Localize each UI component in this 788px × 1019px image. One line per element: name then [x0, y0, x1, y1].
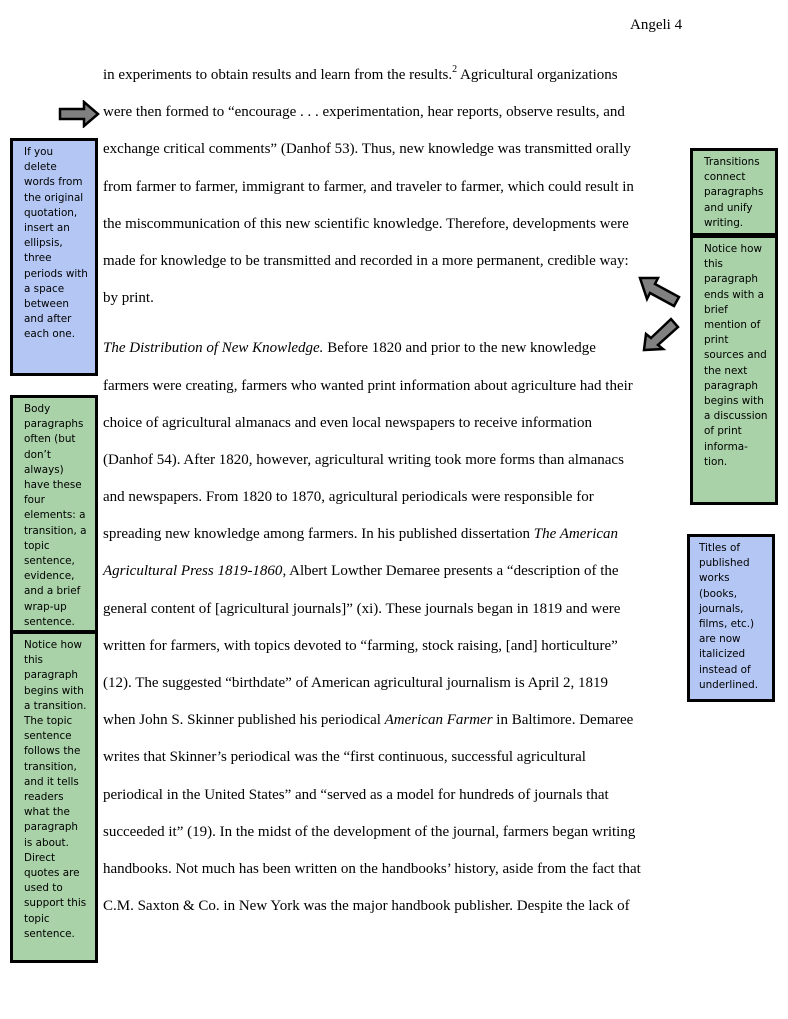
essay-line: farmers were creating, farmers who wanted print information about agriculture had their [103, 377, 633, 394]
essay-line: periodical in the United States” and “served as a model for hundreds of journals that [103, 786, 609, 803]
arrow-up-left-icon [636, 274, 682, 310]
essay-line: in experiments to obtain results and learn from the results.$^2$ Agricultural organizations [103, 64, 618, 83]
essay-body [103, 60, 693, 928]
periodical-title: American Farmer [384, 712, 493, 729]
italicized-titles-note: Titles of published works (books, journals, films, etc.) are now italicized instead of underlined. [687, 534, 775, 702]
page-header: Angeli 4 [630, 17, 683, 33]
essay-line: Agricultural Press 1819-1860, Albert Lowther Demaree presents a “description of the [103, 563, 619, 580]
essay-line: spreading new knowledge among farmers. In his published dissertation The American [103, 526, 619, 543]
essay-line: the miscommunication of this new scientific knowledge. Therefore, developments were [103, 215, 629, 232]
essay-line: by print. [103, 290, 154, 307]
book-title: The American [533, 526, 619, 543]
essay-line: (12). The suggested “birthdate” of American agricultural journalism is April 2, 1819 [103, 675, 609, 691]
paragraph-ending-note: Notice how this paragraph ends with a brief mention of print sources and the next paragraph begins with a discussion of print informa-tion. [690, 235, 778, 505]
essay-line: succeeded it” (19). In the midst of the development of the journal, farmers began writing [103, 823, 636, 840]
essay-line: were then formed to “encourage . . . experimentation, hear reports, observe results, and [103, 104, 625, 121]
essay-line: when John S. Skinner published his periodical American Farmer in Baltimore. Demaree [103, 712, 634, 729]
essay-line: writes that Skinner’s periodical was the “first continuous, successful agricultural [103, 749, 586, 766]
book-title: Agricultural Press 1819-1860 [103, 563, 283, 580]
essay-line: made for knowledge to be transmitted and recorded in a more permanent, credible way: [103, 252, 629, 269]
transitions-note: Transitions connect paragraphs and unify writing. [690, 148, 778, 236]
body-paragraphs-note: Body paragraphs often (but don’t always) have these four elements: a transition, a topic sentence, evidence, and a brief wrap-up sentence. [10, 395, 98, 633]
essay-line: handbooks. Not much has been written on the handbooks’ history, aside from the fact that [103, 860, 641, 877]
essay-line: and newspapers. From 1820 to 1870, agricultural periodicals were responsible for [103, 489, 594, 506]
essay-line: C.M. Saxton & Co. in New York was the major handbook publisher. Despite the lack of [103, 898, 630, 915]
essay-line: (Danhof 54). After 1820, however, agricultural writing took more forms than almanacs [103, 451, 624, 468]
arrow-down-left-icon [640, 316, 682, 354]
section-heading: The Distribution of New Knowledge. [103, 340, 324, 357]
footnote-marker: 2 [452, 64, 458, 75]
essay-line: general content of [agricultural journals]” (xi). These journals began in 1819 and were [103, 600, 621, 617]
essay-line: exchange critical comments” (Danhof 53). Thus, new knowledge was transmitted orally [103, 141, 631, 158]
essay-line: The Distribution of New Knowledge. Before 1820 and prior to the new knowledge [103, 340, 596, 357]
essay-line: choice of agricultural almanacs and even local newspapers to receive information [103, 414, 592, 431]
ellipsis-note: If you delete words from the original quotation, insert an ellipsis, three periods with a space between and after each one. [10, 138, 98, 376]
essay-line: from farmer to farmer, immigrant to farmer, and traveler to farmer, which could result in [103, 178, 634, 195]
transition-topic-note: Notice how this paragraph begins with a transition. The topic sentence follows the transition, and it tells readers what the paragraph is about. Direct quotes are used to support this topic sentence. [10, 631, 98, 963]
essay-line: written for farmers, with topics devoted to “farming, stock raising, [and] horticulture” [103, 637, 618, 654]
arrow-right-icon [58, 100, 100, 128]
